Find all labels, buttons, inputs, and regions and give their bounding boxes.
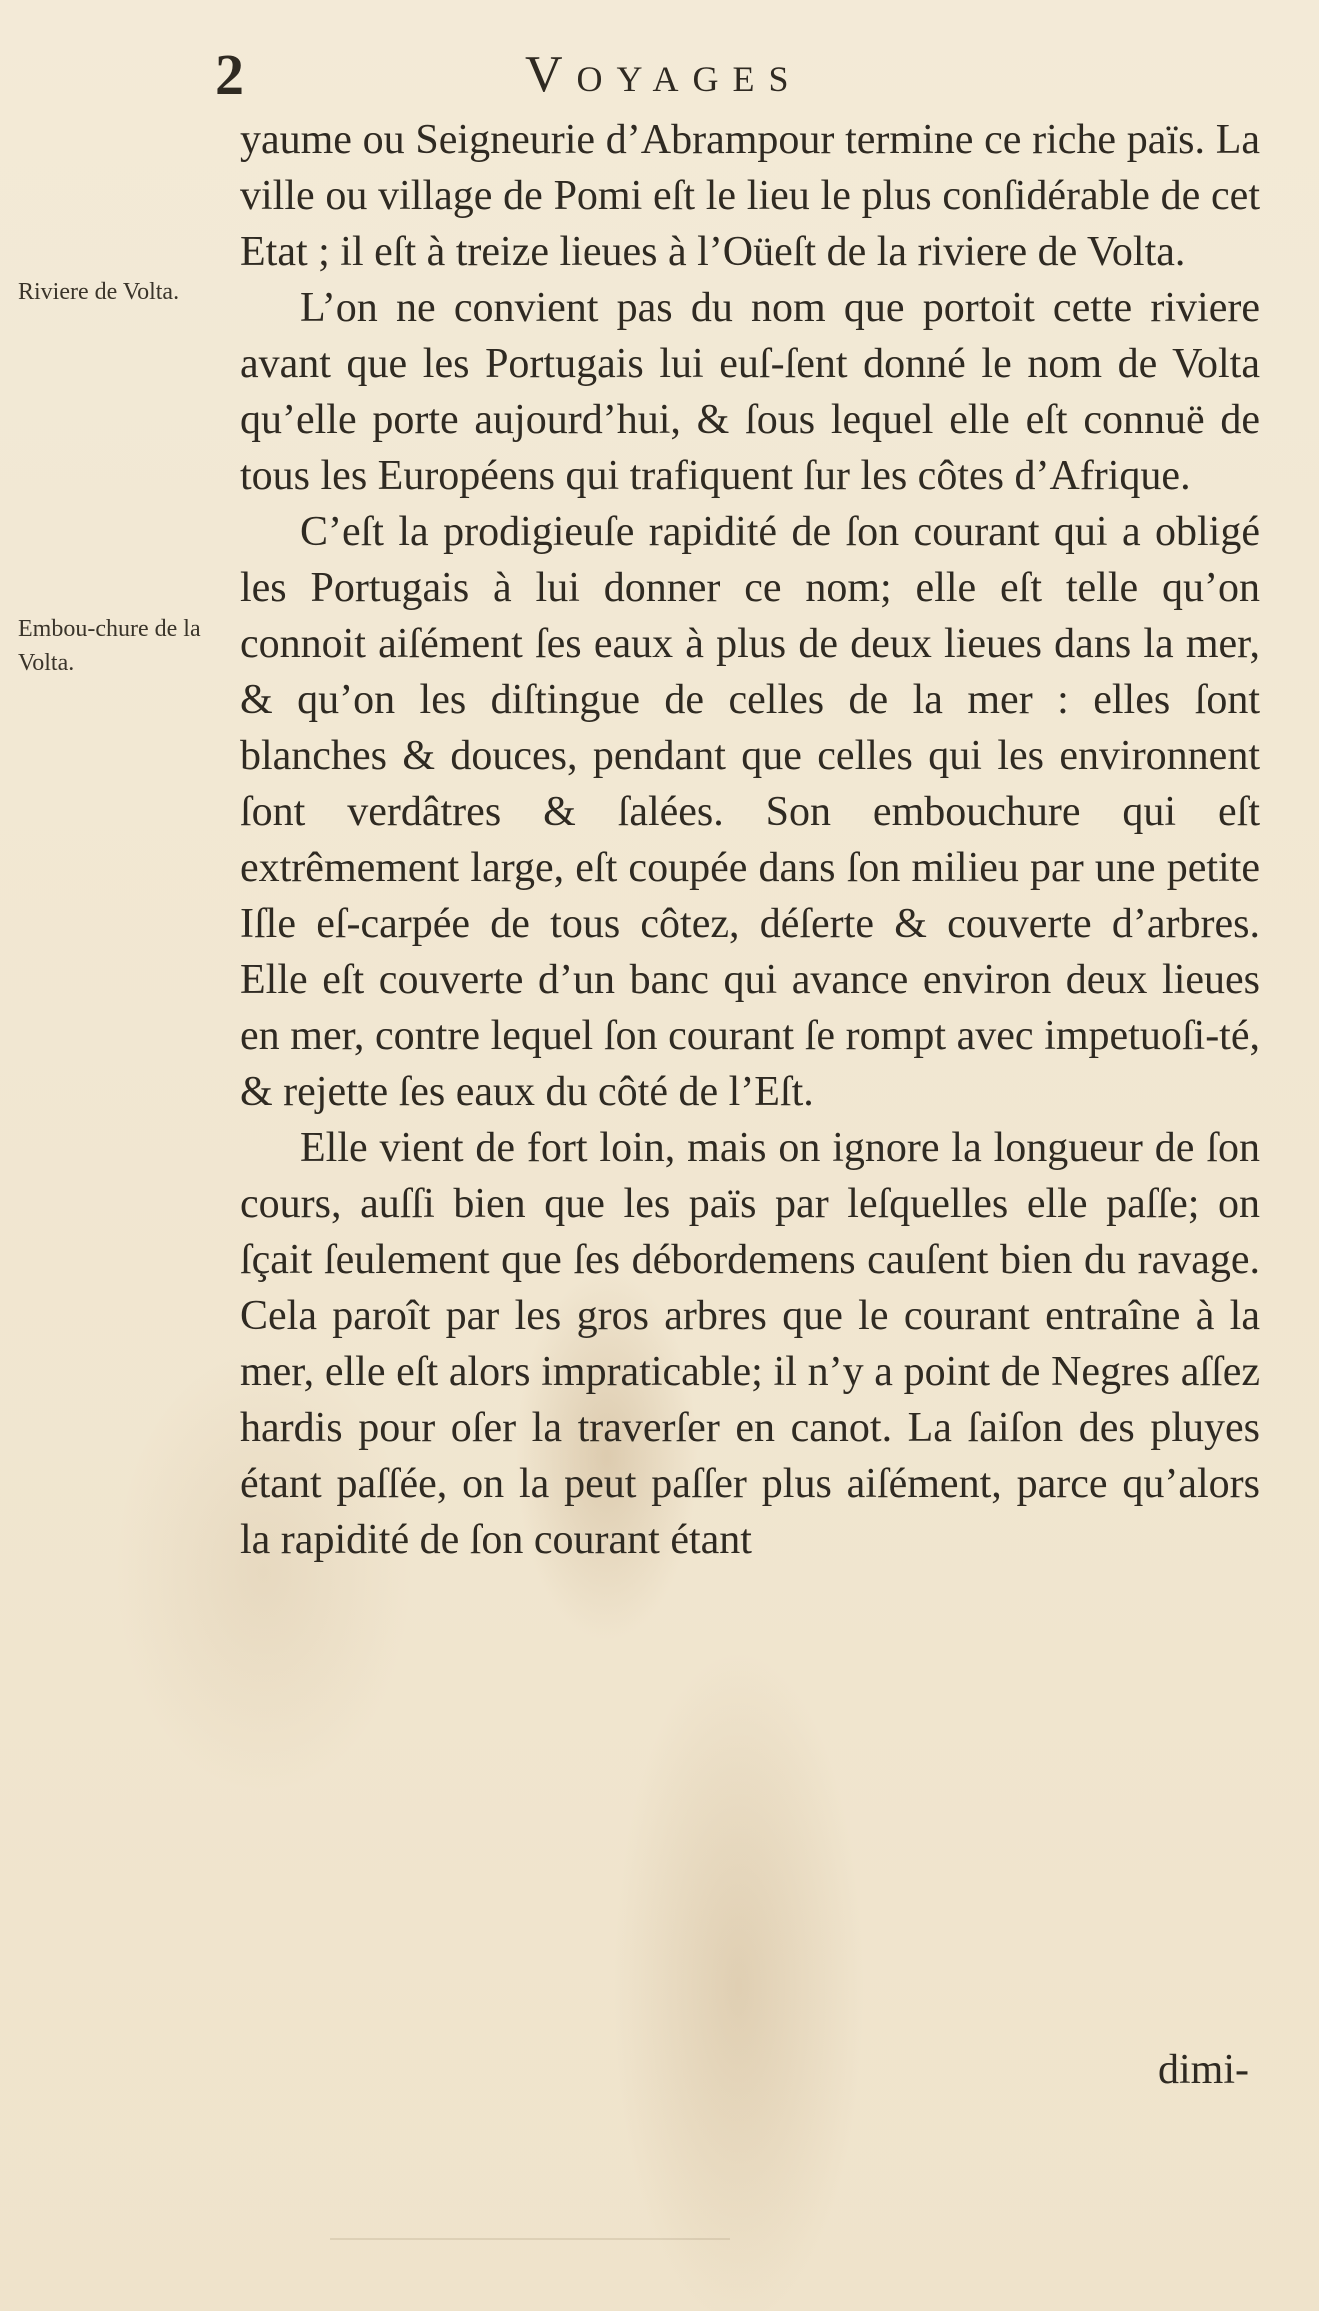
page-header [215, 40, 975, 110]
margin-note-riviere-de-volta: Riviere de Volta. [18, 279, 180, 305]
body-text [240, 112, 1260, 1568]
margin-note-embouchure: Embou-chure de la Volta. [18, 616, 201, 676]
paragraph-1: yaume ou Seigneurie d’Abrampour termine ce riche païs. La ville ou village de Pomi eſt le lieu le plus conſidérable de cet Etat ; il eſt à treize lieues à l’Oüeſt de la riviere de Volta. [240, 117, 1260, 275]
page-edge-mark [330, 2238, 730, 2240]
page-number: 2 [215, 42, 244, 107]
paragraph-2: L’on ne convient pas du nom que portoit cette riviere avant que les Portugais lui euſ-ſent donné le nom de Volta qu’elle porte aujourd’hui, & ſous lequel elle eſt connuë de tous les Européens qui trafiquent ſur les côtes d’Afrique. [240, 285, 1260, 499]
paragraph-3: C’eſt la prodigieuſe rapidité de ſon courant qui a obligé les Portugais à lui donner ce nom; elle eſt telle qu’on connoit aiſément ſes eaux à plus de deux lieues dans la mer, & qu’on les diſtingue de celles de la mer : elles ſont blanches & douces, pendant que celles qui les environnent ſont verdâtres & ſalées. Son embouchure qui eſt extrêmement large, eſt coupée dans ſon milieu par une petite Iſle eſ-carpée de tous côtez, déſerte & couverte d’arbres. Elle eſt couverte d’un banc qui avance environ deux lieues en mer, contre lequel ſon courant ſe rompt avec impetuoſi-té, & rejette ſes eaux du côté de l’Eſt. [240, 509, 1260, 1115]
catchword: dimi- [1158, 2047, 1249, 2093]
paragraph-4: Elle vient de fort loin, mais on ignore la longueur de ſon cours, auſſi bien que les païs par leſquelles elle paſſe; on ſçait ſeulement que ſes débordemens cauſent bien du ravage. Cela paroît par les gros arbres que le courant entraîne à la mer, elle eſt alors impraticable; il n’y a point de Negres aſſez hardis pour oſer la traverſer en canot. La ſaiſon des pluyes étant paſſée, on la peut paſſer plus aiſément, parce qu’alors la rapidité de ſon courant étant [240, 1125, 1260, 1563]
running-title: Voyages [525, 46, 803, 103]
